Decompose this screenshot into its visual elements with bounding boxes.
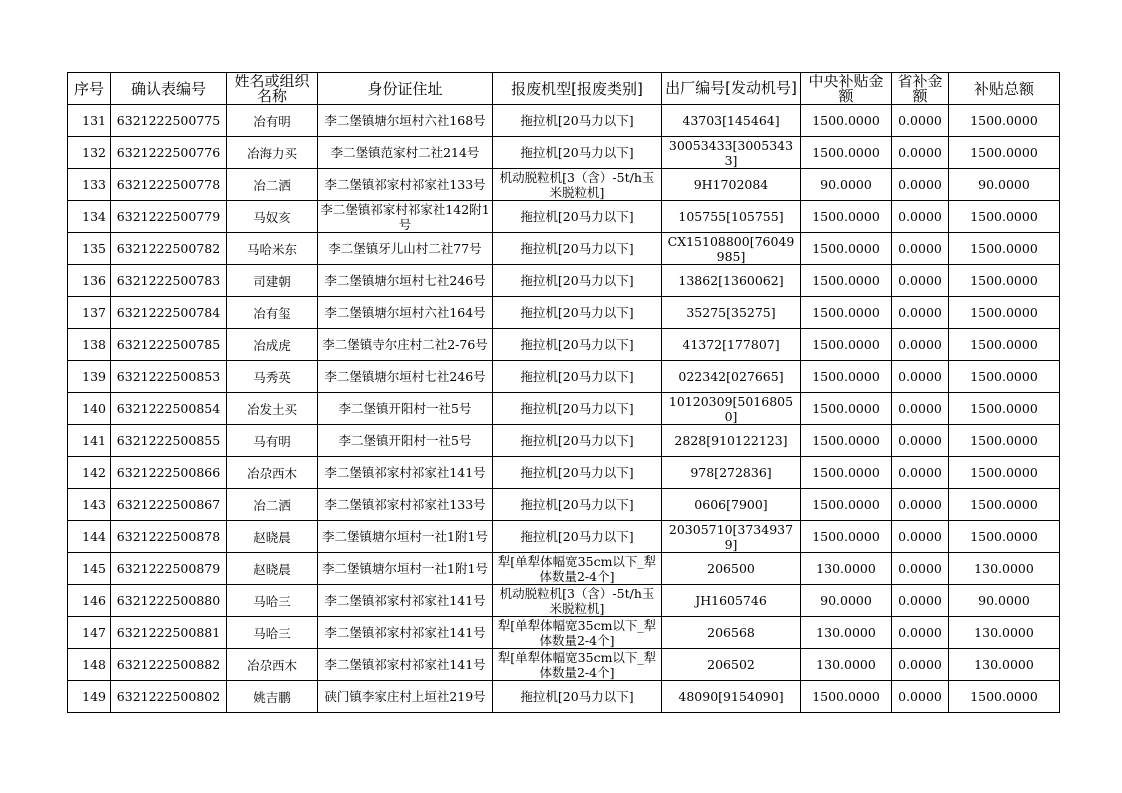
cell-provincial-subsidy: 0.0000 bbox=[892, 585, 949, 617]
cell-name: 马奴亥 bbox=[227, 201, 318, 233]
cell-total-subsidy: 1500.0000 bbox=[949, 489, 1060, 521]
cell-central-subsidy: 1500.0000 bbox=[801, 489, 892, 521]
cell-central-subsidy: 1500.0000 bbox=[801, 681, 892, 713]
cell-confirm-no: 6321222500784 bbox=[111, 297, 227, 329]
cell-name: 冶尕西木 bbox=[227, 457, 318, 489]
cell-seq: 145 bbox=[68, 553, 111, 585]
cell-seq: 146 bbox=[68, 585, 111, 617]
cell-name: 冶发土买 bbox=[227, 393, 318, 425]
cell-address: 李二堡镇塘尔垣村六社168号 bbox=[318, 105, 493, 137]
cell-name: 马哈米东 bbox=[227, 233, 318, 265]
table-row bbox=[68, 233, 1060, 265]
table-row bbox=[68, 393, 1060, 425]
cell-address: 李二堡镇开阳村一社5号 bbox=[318, 425, 493, 457]
cell-name: 冶成虎 bbox=[227, 329, 318, 361]
cell-name: 赵晓晨 bbox=[227, 521, 318, 553]
cell-address: 李二堡镇塘尔垣村一社1附1号 bbox=[318, 521, 493, 553]
cell-provincial-subsidy: 0.0000 bbox=[892, 649, 949, 681]
cell-central-subsidy: 130.0000 bbox=[801, 553, 892, 585]
cell-confirm-no: 6321222500855 bbox=[111, 425, 227, 457]
cell-address: 李二堡镇塘尔垣村七社246号 bbox=[318, 265, 493, 297]
table-row bbox=[68, 649, 1060, 681]
header-total-subsidy: 补贴总额 bbox=[949, 73, 1060, 105]
header-provincial-subsidy: 省补金额 bbox=[892, 73, 949, 105]
cell-provincial-subsidy: 0.0000 bbox=[892, 521, 949, 553]
table-row bbox=[68, 169, 1060, 201]
cell-serial-no: 20305710[37349379] bbox=[662, 521, 801, 553]
cell-seq: 143 bbox=[68, 489, 111, 521]
cell-seq: 147 bbox=[68, 617, 111, 649]
cell-total-subsidy: 1500.0000 bbox=[949, 457, 1060, 489]
cell-machine-type: 拖拉机[20马力以下] bbox=[493, 233, 662, 265]
cell-serial-no: 35275[35275] bbox=[662, 297, 801, 329]
cell-seq: 149 bbox=[68, 681, 111, 713]
cell-provincial-subsidy: 0.0000 bbox=[892, 137, 949, 169]
cell-provincial-subsidy: 0.0000 bbox=[892, 393, 949, 425]
cell-name: 马有明 bbox=[227, 425, 318, 457]
header-serial-no: 出厂编号[发动机号] bbox=[662, 73, 801, 105]
cell-central-subsidy: 1500.0000 bbox=[801, 297, 892, 329]
cell-seq: 137 bbox=[68, 297, 111, 329]
cell-provincial-subsidy: 0.0000 bbox=[892, 617, 949, 649]
cell-provincial-subsidy: 0.0000 bbox=[892, 425, 949, 457]
cell-machine-type: 拖拉机[20马力以下] bbox=[493, 425, 662, 457]
cell-address: 李二堡镇范家村二社214号 bbox=[318, 137, 493, 169]
cell-central-subsidy: 90.0000 bbox=[801, 585, 892, 617]
cell-central-subsidy: 1500.0000 bbox=[801, 361, 892, 393]
cell-confirm-no: 6321222500854 bbox=[111, 393, 227, 425]
cell-total-subsidy: 1500.0000 bbox=[949, 393, 1060, 425]
cell-address: 李二堡镇牙儿山村二社77号 bbox=[318, 233, 493, 265]
cell-address: 李二堡镇祁家村祁家社141号 bbox=[318, 585, 493, 617]
cell-address: 李二堡镇祁家村祁家社133号 bbox=[318, 169, 493, 201]
cell-machine-type: 拖拉机[20马力以下] bbox=[493, 681, 662, 713]
cell-serial-no: 022342[027665] bbox=[662, 361, 801, 393]
cell-address: 李二堡镇塘尔垣村七社246号 bbox=[318, 361, 493, 393]
cell-name: 马哈三 bbox=[227, 617, 318, 649]
cell-serial-no: 206502 bbox=[662, 649, 801, 681]
cell-total-subsidy: 130.0000 bbox=[949, 649, 1060, 681]
cell-total-subsidy: 1500.0000 bbox=[949, 329, 1060, 361]
cell-machine-type: 拖拉机[20马力以下] bbox=[493, 265, 662, 297]
cell-address: 李二堡镇塘尔垣村一社1附1号 bbox=[318, 553, 493, 585]
cell-central-subsidy: 1500.0000 bbox=[801, 425, 892, 457]
cell-total-subsidy: 1500.0000 bbox=[949, 137, 1060, 169]
cell-serial-no: 13862[1360062] bbox=[662, 265, 801, 297]
table-row bbox=[68, 137, 1060, 169]
cell-name: 冶二洒 bbox=[227, 489, 318, 521]
cell-total-subsidy: 130.0000 bbox=[949, 617, 1060, 649]
cell-name: 姚吉鹏 bbox=[227, 681, 318, 713]
cell-central-subsidy: 1500.0000 bbox=[801, 265, 892, 297]
cell-machine-type: 拖拉机[20马力以下] bbox=[493, 521, 662, 553]
cell-total-subsidy: 130.0000 bbox=[949, 553, 1060, 585]
cell-total-subsidy: 1500.0000 bbox=[949, 265, 1060, 297]
cell-provincial-subsidy: 0.0000 bbox=[892, 201, 949, 233]
cell-provincial-subsidy: 0.0000 bbox=[892, 553, 949, 585]
cell-machine-type: 机动脱粒机[3（含）-5t/h玉米脱粒机] bbox=[493, 585, 662, 617]
table-row bbox=[68, 553, 1060, 585]
cell-address: 李二堡镇祁家村祁家社141号 bbox=[318, 649, 493, 681]
cell-serial-no: 105755[105755] bbox=[662, 201, 801, 233]
table-header bbox=[68, 73, 1060, 105]
cell-name: 冶有玺 bbox=[227, 297, 318, 329]
cell-machine-type: 拖拉机[20马力以下] bbox=[493, 361, 662, 393]
cell-confirm-no: 6321222500879 bbox=[111, 553, 227, 585]
cell-seq: 134 bbox=[68, 201, 111, 233]
header-name: 姓名或组织名称 bbox=[227, 73, 318, 105]
cell-confirm-no: 6321222500802 bbox=[111, 681, 227, 713]
cell-name: 冶二洒 bbox=[227, 169, 318, 201]
cell-seq: 144 bbox=[68, 521, 111, 553]
cell-address: 李二堡镇祁家村祁家社133号 bbox=[318, 489, 493, 521]
cell-address: 李二堡镇祁家村祁家社142附1号 bbox=[318, 201, 493, 233]
cell-total-subsidy: 90.0000 bbox=[949, 169, 1060, 201]
cell-machine-type: 拖拉机[20马力以下] bbox=[493, 105, 662, 137]
cell-serial-no: 10120309[50168050] bbox=[662, 393, 801, 425]
cell-total-subsidy: 1500.0000 bbox=[949, 425, 1060, 457]
cell-seq: 148 bbox=[68, 649, 111, 681]
cell-provincial-subsidy: 0.0000 bbox=[892, 457, 949, 489]
cell-seq: 138 bbox=[68, 329, 111, 361]
cell-provincial-subsidy: 0.0000 bbox=[892, 297, 949, 329]
cell-name: 赵晓晨 bbox=[227, 553, 318, 585]
table-row bbox=[68, 361, 1060, 393]
cell-address: 李二堡镇祁家村祁家社141号 bbox=[318, 617, 493, 649]
cell-seq: 135 bbox=[68, 233, 111, 265]
cell-total-subsidy: 1500.0000 bbox=[949, 297, 1060, 329]
cell-serial-no: 206500 bbox=[662, 553, 801, 585]
cell-name: 冶有明 bbox=[227, 105, 318, 137]
cell-confirm-no: 6321222500881 bbox=[111, 617, 227, 649]
cell-total-subsidy: 1500.0000 bbox=[949, 521, 1060, 553]
cell-confirm-no: 6321222500785 bbox=[111, 329, 227, 361]
table-body bbox=[68, 105, 1060, 713]
table-row bbox=[68, 201, 1060, 233]
table-row bbox=[68, 297, 1060, 329]
cell-provincial-subsidy: 0.0000 bbox=[892, 233, 949, 265]
cell-machine-type: 拖拉机[20马力以下] bbox=[493, 329, 662, 361]
header-central-subsidy: 中央补贴金额 bbox=[801, 73, 892, 105]
table-row bbox=[68, 585, 1060, 617]
cell-central-subsidy: 1500.0000 bbox=[801, 105, 892, 137]
cell-confirm-no: 6321222500776 bbox=[111, 137, 227, 169]
header-row bbox=[68, 73, 1060, 105]
cell-seq: 131 bbox=[68, 105, 111, 137]
cell-central-subsidy: 1500.0000 bbox=[801, 201, 892, 233]
cell-seq: 139 bbox=[68, 361, 111, 393]
cell-name: 马秀英 bbox=[227, 361, 318, 393]
cell-serial-no: 978[272836] bbox=[662, 457, 801, 489]
cell-provincial-subsidy: 0.0000 bbox=[892, 489, 949, 521]
cell-provincial-subsidy: 0.0000 bbox=[892, 681, 949, 713]
cell-address: 李二堡镇寺尔庄村二社2-76号 bbox=[318, 329, 493, 361]
header-seq: 序号 bbox=[68, 73, 111, 105]
cell-machine-type: 拖拉机[20马力以下] bbox=[493, 393, 662, 425]
cell-central-subsidy: 90.0000 bbox=[801, 169, 892, 201]
cell-total-subsidy: 1500.0000 bbox=[949, 681, 1060, 713]
cell-serial-no: 206568 bbox=[662, 617, 801, 649]
cell-central-subsidy: 1500.0000 bbox=[801, 329, 892, 361]
cell-provincial-subsidy: 0.0000 bbox=[892, 169, 949, 201]
cell-central-subsidy: 130.0000 bbox=[801, 617, 892, 649]
cell-machine-type: 拖拉机[20马力以下] bbox=[493, 137, 662, 169]
cell-provincial-subsidy: 0.0000 bbox=[892, 361, 949, 393]
cell-total-subsidy: 1500.0000 bbox=[949, 105, 1060, 137]
cell-confirm-no: 6321222500882 bbox=[111, 649, 227, 681]
cell-confirm-no: 6321222500880 bbox=[111, 585, 227, 617]
cell-serial-no: 0606[7900] bbox=[662, 489, 801, 521]
cell-address: 李二堡镇塘尔垣村六社164号 bbox=[318, 297, 493, 329]
cell-serial-no: 41372[177807] bbox=[662, 329, 801, 361]
cell-serial-no: 48090[9154090] bbox=[662, 681, 801, 713]
table-row bbox=[68, 521, 1060, 553]
cell-central-subsidy: 1500.0000 bbox=[801, 233, 892, 265]
cell-serial-no: CX15108800[76049985] bbox=[662, 233, 801, 265]
cell-name: 冶海力买 bbox=[227, 137, 318, 169]
cell-machine-type: 拖拉机[20马力以下] bbox=[493, 297, 662, 329]
cell-confirm-no: 6321222500853 bbox=[111, 361, 227, 393]
cell-machine-type: 犁[单犁体幅宽35cm以下_犁体数量2-4个] bbox=[493, 649, 662, 681]
cell-confirm-no: 6321222500782 bbox=[111, 233, 227, 265]
cell-serial-no: 43703[145464] bbox=[662, 105, 801, 137]
cell-confirm-no: 6321222500867 bbox=[111, 489, 227, 521]
table-row bbox=[68, 617, 1060, 649]
table-row bbox=[68, 329, 1060, 361]
cell-total-subsidy: 90.0000 bbox=[949, 585, 1060, 617]
cell-total-subsidy: 1500.0000 bbox=[949, 361, 1060, 393]
cell-name: 冶尕西木 bbox=[227, 649, 318, 681]
cell-provincial-subsidy: 0.0000 bbox=[892, 265, 949, 297]
cell-machine-type: 拖拉机[20马力以下] bbox=[493, 457, 662, 489]
table-row bbox=[68, 489, 1060, 521]
table-row bbox=[68, 105, 1060, 137]
cell-central-subsidy: 1500.0000 bbox=[801, 457, 892, 489]
cell-serial-no: 30053433[30053433] bbox=[662, 137, 801, 169]
cell-central-subsidy: 1500.0000 bbox=[801, 137, 892, 169]
cell-name: 马哈三 bbox=[227, 585, 318, 617]
cell-provincial-subsidy: 0.0000 bbox=[892, 105, 949, 137]
table-row bbox=[68, 457, 1060, 489]
cell-central-subsidy: 130.0000 bbox=[801, 649, 892, 681]
cell-machine-type: 机动脱粒机[3（含）-5t/h玉米脱粒机] bbox=[493, 169, 662, 201]
cell-machine-type: 犁[单犁体幅宽35cm以下_犁体数量2-4个] bbox=[493, 617, 662, 649]
cell-seq: 132 bbox=[68, 137, 111, 169]
cell-seq: 141 bbox=[68, 425, 111, 457]
cell-seq: 136 bbox=[68, 265, 111, 297]
cell-total-subsidy: 1500.0000 bbox=[949, 201, 1060, 233]
cell-confirm-no: 6321222500878 bbox=[111, 521, 227, 553]
cell-name: 司建朝 bbox=[227, 265, 318, 297]
subsidy-table bbox=[67, 72, 1060, 713]
cell-seq: 142 bbox=[68, 457, 111, 489]
cell-central-subsidy: 1500.0000 bbox=[801, 521, 892, 553]
cell-serial-no: JH1605746 bbox=[662, 585, 801, 617]
cell-confirm-no: 6321222500866 bbox=[111, 457, 227, 489]
header-address: 身份证住址 bbox=[318, 73, 493, 105]
cell-address: 硖门镇李家庄村上垣社219号 bbox=[318, 681, 493, 713]
cell-central-subsidy: 1500.0000 bbox=[801, 393, 892, 425]
table-row bbox=[68, 425, 1060, 457]
cell-serial-no: 9H1702084 bbox=[662, 169, 801, 201]
header-machine-type: 报废机型[报废类别] bbox=[493, 73, 662, 105]
cell-seq: 133 bbox=[68, 169, 111, 201]
table-row bbox=[68, 265, 1060, 297]
cell-seq: 140 bbox=[68, 393, 111, 425]
cell-machine-type: 拖拉机[20马力以下] bbox=[493, 201, 662, 233]
cell-address: 李二堡镇祁家村祁家社141号 bbox=[318, 457, 493, 489]
cell-provincial-subsidy: 0.0000 bbox=[892, 329, 949, 361]
cell-confirm-no: 6321222500783 bbox=[111, 265, 227, 297]
cell-machine-type: 犁[单犁体幅宽35cm以下_犁体数量2-4个] bbox=[493, 553, 662, 585]
cell-confirm-no: 6321222500775 bbox=[111, 105, 227, 137]
cell-address: 李二堡镇开阳村一社5号 bbox=[318, 393, 493, 425]
table-row bbox=[68, 681, 1060, 713]
header-confirm-no: 确认表编号 bbox=[111, 73, 227, 105]
cell-serial-no: 2828[910122123] bbox=[662, 425, 801, 457]
cell-confirm-no: 6321222500779 bbox=[111, 201, 227, 233]
cell-total-subsidy: 1500.0000 bbox=[949, 233, 1060, 265]
cell-confirm-no: 6321222500778 bbox=[111, 169, 227, 201]
cell-machine-type: 拖拉机[20马力以下] bbox=[493, 489, 662, 521]
